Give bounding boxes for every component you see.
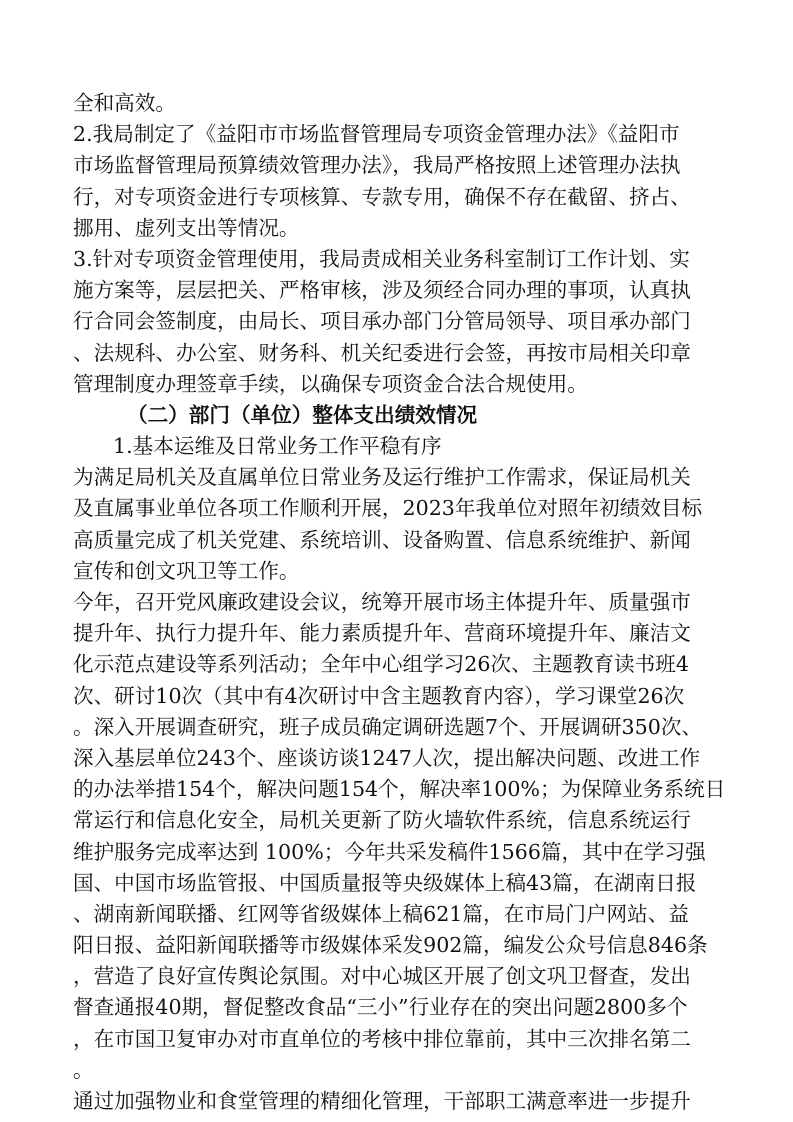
text-line: 行，对专项资金进行专项核算、专款专用，确保不存在截留、挤占、 bbox=[73, 184, 691, 209]
text-line: 。深入开展调查研究，班子成员确定调研选题7个、开展调研350次、 bbox=[73, 714, 703, 739]
text-line: 全和高效。 bbox=[73, 91, 176, 115]
text-line: 化示范点建设等系列活动；全年中心组学习26次、主题教育读书班4 bbox=[73, 652, 689, 677]
text-line: 今年，召开党风廉政建设会议，统筹开展市场主体提升年、质量强市 bbox=[73, 590, 691, 614]
section-heading: （二）部门（单位）整体支出绩效情况 bbox=[127, 402, 478, 427]
text-line: 挪用、虚列支出等情况。 bbox=[73, 215, 300, 240]
text-line: 市场监督管理局预算绩效管理办法》，我局严格按照上述管理办法执 bbox=[73, 153, 681, 178]
text-line: 2.我局制定了《益阳市市场监督管理局专项资金管理办法》《益阳市 bbox=[73, 122, 680, 147]
text-line: 、湖南新闻联播、红网等省级媒体上稿621篇，在市局门户网站、益 bbox=[73, 901, 689, 926]
text-line: 督查通报40期，督促整改食品“三小”行业存在的突出问题2800多个 bbox=[73, 995, 688, 1020]
text-line: 行合同会签制度，由局长、项目承办部门分管局领导、项目承办部门 bbox=[73, 309, 691, 334]
text-line: 及直属事业单位各项工作顺利开展，2023年我单位对照年初绩效目标 bbox=[73, 496, 703, 521]
text-line: 维护服务完成率达到 100%；今年共采发稿件1566篇，其中在学习强 bbox=[73, 839, 706, 864]
text-line: 、法规科、办公室、财务科、机关纪委进行会签，再按市局相关印章 bbox=[73, 340, 691, 365]
text-line: 管理制度办理签章手续，以确保专项资金合法合规使用。 bbox=[73, 371, 588, 396]
text-line: 高质量完成了机关党建、系统培训、设备购置、信息系统维护、新闻 bbox=[73, 527, 691, 552]
text-line: 3.针对专项资金管理使用，我局责成相关业务科室制订工作计划、实 bbox=[73, 246, 690, 271]
text-line: 阳日报、益阳新闻联播等市级媒体采发902篇，编发公众号信息846条 bbox=[73, 933, 708, 958]
text-line: 深入基层单位243个、座谈访谈1247人次，提出解决问题、改进工作 bbox=[73, 745, 701, 770]
subsection-heading: 1.基本运维及日常业务工作平稳有序 bbox=[113, 434, 442, 459]
text-line: 为满足局机关及直属单位日常业务及运行维护工作需求，保证局机关 bbox=[73, 465, 691, 490]
text-line: ，在市国卫复审办对市直单位的考核中排位靠前，其中三次排名第二 bbox=[73, 1026, 691, 1051]
text-line: 常运行和信息化安全，局机关更新了防火墙软件系统，信息系统运行 bbox=[73, 808, 691, 833]
text-line: ，营造了良好宣传舆论氛围。对中心城区开展了创文巩卫督查，发出 bbox=[73, 964, 691, 989]
text-line: 宣传和创文巩卫等工作。 bbox=[73, 558, 300, 583]
text-line: 提升年、执行力提升年、能力素质提升年、营商环境提升年、廉洁文 bbox=[73, 621, 691, 646]
text-line: 国、中国市场监管报、中国质量报等央级媒体上稿43篇，在湖南日报 bbox=[73, 870, 697, 895]
text-line: 的办法举措154个，解决问题154个，解决率100%；为保障业务系统日 bbox=[73, 777, 726, 802]
text-line: 施方案等，层层把关、严格审核，涉及须经合同办理的事项，认真执 bbox=[73, 278, 691, 303]
text-line: 。 bbox=[73, 1057, 94, 1082]
text-line: 通过加强物业和食堂管理的精细化管理，干部职工满意率进一步提升 bbox=[73, 1089, 691, 1113]
text-line: 次、研讨10次（其中有4次研讨中含主题教育内容），学习课堂26次 bbox=[73, 683, 685, 708]
